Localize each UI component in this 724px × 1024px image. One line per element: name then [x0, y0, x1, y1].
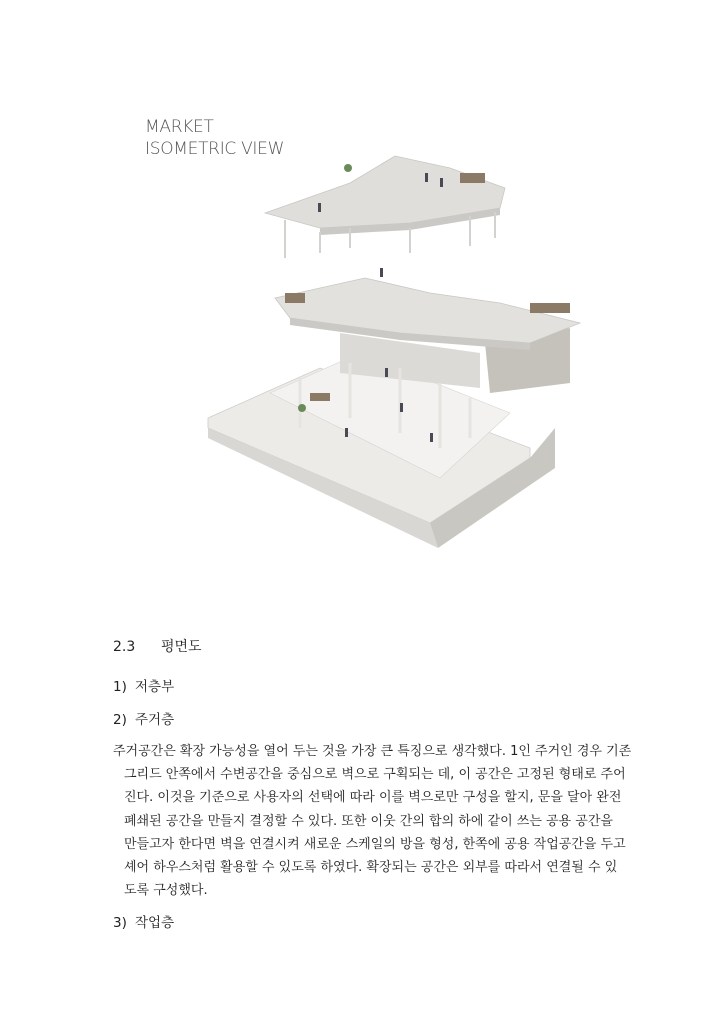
- item-number: 1): [113, 679, 127, 695]
- section-title: 평면도: [161, 639, 202, 655]
- list-item: [113, 675, 174, 695]
- item-label: 주거층: [135, 712, 175, 728]
- section-heading: [113, 636, 202, 656]
- body-paragraph: [113, 740, 638, 902]
- list-item: [113, 911, 174, 931]
- paragraph-line: 셰어 하우스처럼 활용할 수 있도록 하였다. 확장되는 공간은 외부를 따라서 연결될 수 있: [124, 860, 618, 876]
- item-number: 2): [113, 712, 127, 728]
- item-label: 작업층: [135, 915, 175, 931]
- paragraph-line: 도록 구성했다.: [124, 883, 208, 899]
- paragraph-line: 주거공간은 확장 가능성을 열어 두는 것을 가장 큰 특징으로 생각했다. 1인 주거인 경우 기존: [113, 744, 632, 759]
- isometric-view-illustration: [200, 128, 600, 558]
- paragraph-line: 폐쇄된 공간을 만들지 결정할 수 있다. 또한 이웃 간의 합의 하에 같이 쓰는 공용 공간을: [124, 813, 613, 829]
- paragraph-line: 만들고자 한다면 벽을 연결시켜 새로운 스케일의 방을 형성, 한쪽에 공용 작업공간을 두고: [124, 836, 626, 852]
- section-number: 2.3: [113, 639, 136, 655]
- paragraph-line: 그리드 안쪽에서 수변공간을 중심으로 벽으로 구획되는 데, 이 공간은 고정된 형태로 주어: [124, 767, 626, 783]
- item-label: 저층부: [135, 679, 175, 695]
- figure-title-line1: MARKET: [145, 117, 214, 137]
- paragraph-line: 진다. 이것을 기준으로 사용자의 선택에 따라 이를 벽으로만 구성을 할지, 문을 달아 완전: [124, 790, 622, 806]
- list-item: [113, 708, 174, 728]
- figure-title-line2: ISOMETRIC VIEW: [145, 139, 285, 159]
- item-number: 3): [113, 915, 127, 931]
